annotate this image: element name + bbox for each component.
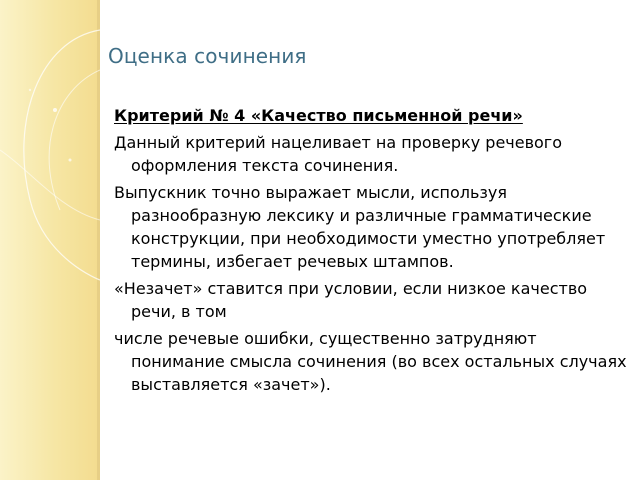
body-paragraph: числе речевые ошибки, существенно затрудняют понимание смысла сочинения (во всех остальных случаях выставляется «зачет»). xyxy=(114,329,627,394)
slide-body xyxy=(114,104,629,400)
criterion-heading: Критерий № 4 «Качество письменной речи» xyxy=(114,106,523,125)
body-paragraph: Выпускник точно выражает мысли, используя разнообразную лексику и различные грамматические конструкции, при необходимости уместно употребляет термины, избегает речевых штампов. xyxy=(114,183,606,271)
decorative-curves xyxy=(0,0,100,480)
slide-title: Оценка сочинения xyxy=(108,44,307,68)
body-paragraph: Данный критерий нацеливает на проверку речевого оформления текста сочинения. xyxy=(114,133,562,175)
body-paragraph: «Незачет» ставится при условии, если низкое качество речи, в том xyxy=(114,279,588,321)
